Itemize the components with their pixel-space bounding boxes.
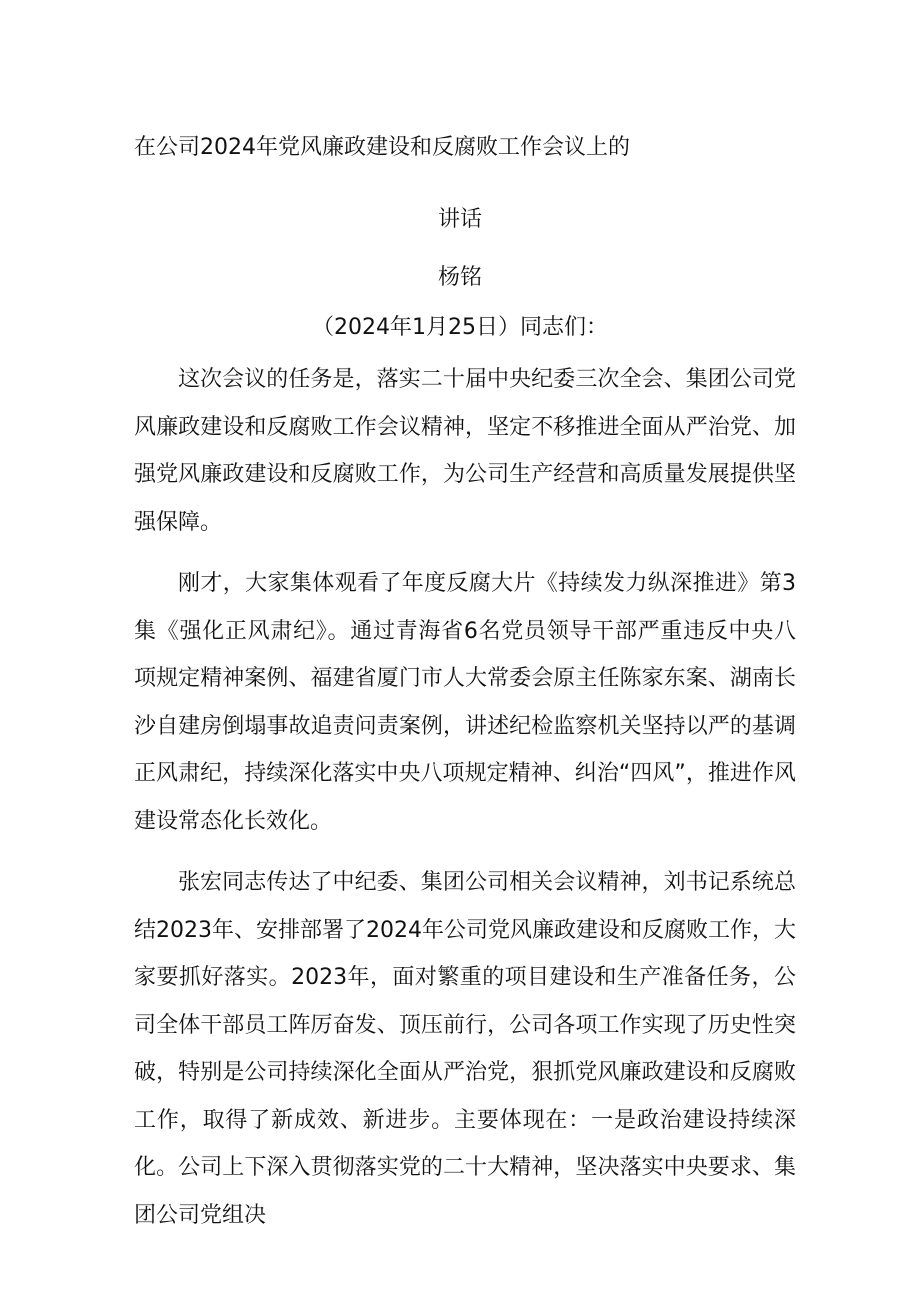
paragraph-2: 刚才，大家集体观看了年度反腐大片《持续发力纵深推进》第3集《强化正风肃纪》。通过青海省6名党员领导干部严重违反中央八项规定精神案例、福建省厦门市人大常委会原主任陈家东案、湖南长沙自建房倒塌事故追责问责案例，讲述纪检监察机关坚持以严的基调正风肃纪，持续深化落实中央八项规定精神、纠治“四风”，推进作风建设常态化长效化。: [134, 571, 796, 834]
speech-title-line1: 在公司2024年党风廉政建设和反腐败工作会议上的: [134, 135, 630, 160]
paragraph-1: 这次会议的任务是，落实二十届中央纪委三次全会、集团公司党风廉政建设和反腐败工作会议精神，坚定不移推进全面从严治党、加强党风廉政建设和反腐败工作，为公司生产经营和高质量发展提供坚强保障。: [134, 367, 796, 535]
paragraph-3: 张宏同志传达了中纪委、集团公司相关会议精神，刘书记系统总结2023年、安排部署了2024年公司党风廉政建设和反腐败工作，大家要抓好落实。2023年，面对繁重的项目建设和生产准备任务，公司全体干部员工阵厉奋发、顶压前行，公司各项工作实现了历史性突破，特别是公司持续深化全面从严治党，狠抓党风廉政建设和反腐败工作，取得了新成效、新进步。主要体现在：一是政治建设持续深化。公司上下深入贯彻落实党的二十大精神，坚决落实中央要求、集团公司党组决: [134, 870, 796, 1228]
speech-author: 杨铭: [437, 265, 482, 290]
speech-date-salutation: （2024年1月25日）同志们：: [312, 315, 608, 340]
speech-title-line2: 讲话: [437, 207, 482, 232]
speech-body: [134, 356, 796, 1253]
